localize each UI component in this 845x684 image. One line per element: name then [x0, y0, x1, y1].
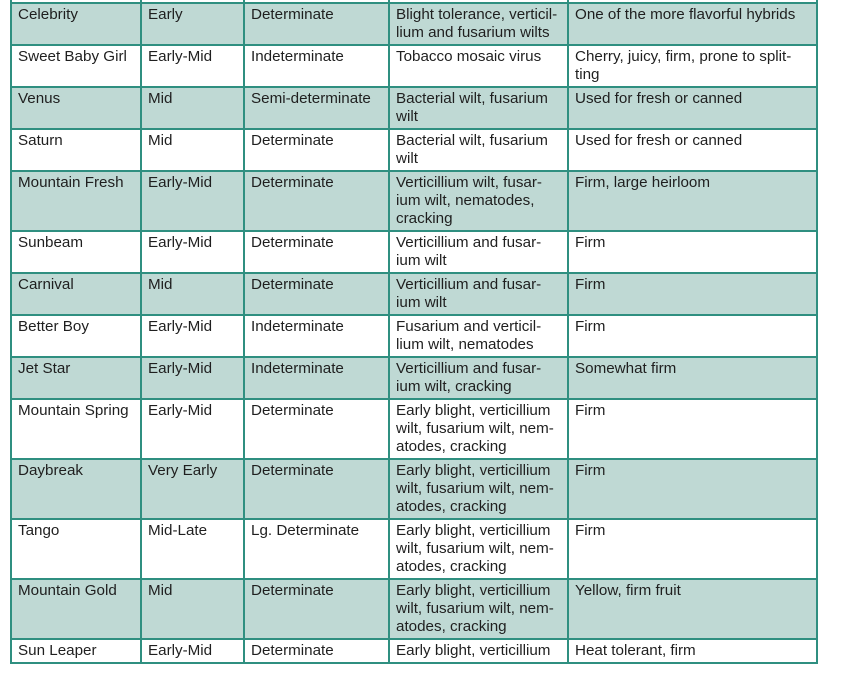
maturity-cell: Early-Mid — [141, 231, 244, 273]
resistance-cell: Early blight, verticillium wilt, fusarium wilt, nem-atodes, cracking — [389, 459, 568, 519]
resistance-cell: Fusarium and verticil-lium wilt, nematodes — [389, 315, 568, 357]
table-row — [11, 231, 817, 273]
resistance-cell: Verticillium and fusar-ium wilt — [389, 231, 568, 273]
maturity-cell: Very Early — [141, 459, 244, 519]
maturity-cell: Early-Mid — [141, 315, 244, 357]
notes-cell: Firm — [568, 315, 817, 357]
table-row — [11, 639, 817, 663]
variety-cell: Sunbeam — [11, 231, 141, 273]
resistance-cell: Early blight, verticillium wilt, fusarium wilt, nem-atodes, cracking — [389, 579, 568, 639]
table-row — [11, 357, 817, 399]
growth-cell: Determinate — [244, 129, 389, 171]
resistance-cell: Early blight, verticillium wilt, fusarium wilt, nem-atodes, cracking — [389, 519, 568, 579]
growth-cell: Semi-determinate — [244, 87, 389, 129]
variety-cell: Better Boy — [11, 315, 141, 357]
resistance-cell: Bacterial wilt, fusarium wilt — [389, 87, 568, 129]
growth-cell: Determinate — [244, 639, 389, 663]
notes-cell: Firm, large heirloom — [568, 171, 817, 231]
resistance-cell: Verticillium and fusar-ium wilt — [389, 273, 568, 315]
resistance-cell: Bacterial wilt, fusarium wilt — [389, 129, 568, 171]
notes-cell: Cherry, juicy, firm, prone to split-ting — [568, 45, 817, 87]
maturity-cell: Mid — [141, 579, 244, 639]
resistance-cell: Blight tolerance, verticil-lium and fusarium wilts — [389, 3, 568, 45]
variety-cell: Sun Leaper — [11, 639, 141, 663]
resistance-cell: Early blight, verticillium wilt, fusarium wilt, nem-atodes, cracking — [389, 399, 568, 459]
notes-cell: Yellow, firm fruit — [568, 579, 817, 639]
resistance-cell: Verticillium wilt, fusar-ium wilt, nematodes, cracking — [389, 171, 568, 231]
notes-cell: One of the more flavorful hybrids — [568, 3, 817, 45]
variety-cell: Mountain Spring — [11, 399, 141, 459]
table-row — [11, 399, 817, 459]
growth-cell: Lg. Determinate — [244, 519, 389, 579]
resistance-cell: Early blight, verticillium — [389, 639, 568, 663]
table-row — [11, 459, 817, 519]
notes-cell: Used for fresh or canned — [568, 87, 817, 129]
table-row — [11, 87, 817, 129]
table-row — [11, 315, 817, 357]
notes-cell: Firm — [568, 231, 817, 273]
growth-cell: Determinate — [244, 399, 389, 459]
notes-cell: Somewhat firm — [568, 357, 817, 399]
resistance-cell: Tobacco mosaic virus — [389, 45, 568, 87]
growth-cell: Determinate — [244, 171, 389, 231]
table-body — [11, 0, 817, 663]
maturity-cell: Early-Mid — [141, 399, 244, 459]
table-row — [11, 519, 817, 579]
growth-cell: Determinate — [244, 231, 389, 273]
variety-cell: Sweet Baby Girl — [11, 45, 141, 87]
growth-cell: Determinate — [244, 273, 389, 315]
maturity-cell: Early-Mid — [141, 171, 244, 231]
variety-cell: Daybreak — [11, 459, 141, 519]
notes-cell: Firm — [568, 399, 817, 459]
maturity-cell: Mid — [141, 129, 244, 171]
growth-cell: Indeterminate — [244, 45, 389, 87]
document-page — [10, 0, 816, 664]
growth-cell: Determinate — [244, 459, 389, 519]
table-row — [11, 171, 817, 231]
maturity-cell: Early — [141, 3, 244, 45]
variety-cell: Mountain Fresh — [11, 171, 141, 231]
table-row — [11, 273, 817, 315]
maturity-cell: Early-Mid — [141, 639, 244, 663]
notes-cell: Heat tolerant, firm — [568, 639, 817, 663]
maturity-cell: Early-Mid — [141, 357, 244, 399]
table-row — [11, 45, 817, 87]
notes-cell: Firm — [568, 519, 817, 579]
growth-cell: Indeterminate — [244, 315, 389, 357]
maturity-cell: Early-Mid — [141, 45, 244, 87]
variety-cell: Venus — [11, 87, 141, 129]
notes-cell: Used for fresh or canned — [568, 129, 817, 171]
variety-cell: Jet Star — [11, 357, 141, 399]
variety-cell: Celebrity — [11, 3, 141, 45]
notes-cell: Firm — [568, 459, 817, 519]
table-row — [11, 579, 817, 639]
variety-cell: Carnival — [11, 273, 141, 315]
table-row — [11, 129, 817, 171]
variety-cell: Saturn — [11, 129, 141, 171]
resistance-cell: Verticillium and fusar-ium wilt, cracking — [389, 357, 568, 399]
growth-cell: Determinate — [244, 579, 389, 639]
tomato-variety-table — [10, 0, 818, 664]
growth-cell: Indeterminate — [244, 357, 389, 399]
table-row — [11, 3, 817, 45]
variety-cell: Tango — [11, 519, 141, 579]
maturity-cell: Mid — [141, 87, 244, 129]
maturity-cell: Mid-Late — [141, 519, 244, 579]
maturity-cell: Mid — [141, 273, 244, 315]
growth-cell: Determinate — [244, 3, 389, 45]
variety-cell: Mountain Gold — [11, 579, 141, 639]
notes-cell: Firm — [568, 273, 817, 315]
